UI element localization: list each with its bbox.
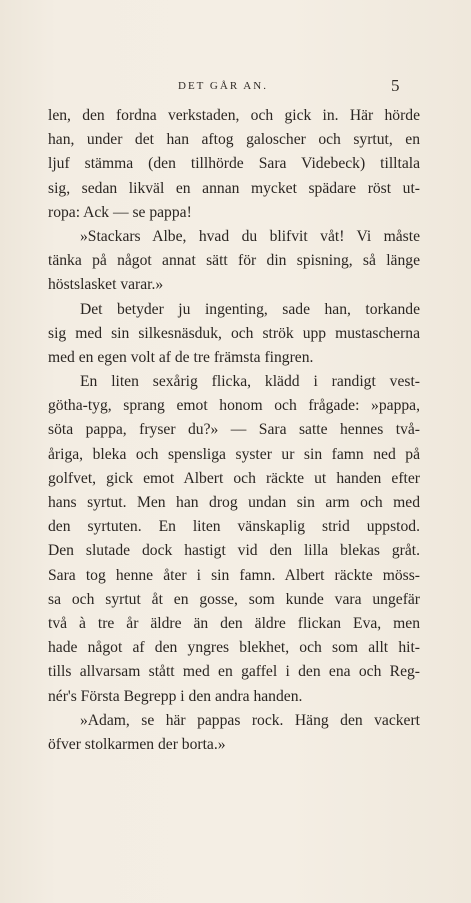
text-line: åriga, bleka och spensliga syster ur sin famn ned på <box>48 445 420 463</box>
text-line: sig med sin silkesnäsduk, och strök upp mustascherna <box>48 324 420 342</box>
text-line: Sara tog henne åter i sin famn. Albert räckte möss- <box>48 566 420 584</box>
text-line: ropa: Ack — se pappa! <box>48 203 192 221</box>
text-line: med en egen volt af de tre främsta fingren. <box>48 348 314 366</box>
text-line: tänka på något annat sätt för din spisning, så länge <box>48 252 420 270</box>
text-line: hade något af den yngres blekhet, och som allt hit- <box>48 639 420 657</box>
text-line: hans syrtut. Men han drog undan sin arm och med <box>48 494 420 511</box>
page-number: 5 <box>391 76 400 95</box>
text-line: sa och syrtut åt en gosse, som kunde vara ungefär <box>48 590 420 608</box>
text-line: Det betyder ju ingenting, sade han, torkande <box>80 300 420 318</box>
text-line: höstslasket varar.» <box>48 276 164 294</box>
text-line: götha-tyg, sprang emot honom och frågade: »pappa, <box>48 397 420 415</box>
text-line: öfver stolkarmen der borta.» <box>48 735 226 753</box>
text-line: ljuf stämma (den tillhörde Sara Videbeck) tilltala <box>48 155 420 173</box>
text-line: »Stackars Albe, hvad du blifvit våt! Vi måste <box>80 227 420 245</box>
running-title: DET GÅR AN. <box>178 80 268 92</box>
text-line: golfvet, gick emot Albert och räckte ut handen efter <box>48 469 420 487</box>
text-line: En liten sexårig flicka, klädd i randigt vest- <box>80 373 420 391</box>
text-line: tills allvarsam stått med en gaffel i den ena och Reg- <box>48 663 420 681</box>
text-line: han, under det han aftog galoscher och syrtut, en <box>48 131 420 149</box>
text-line: len, den fordna verkstaden, och gick in. Här hörde <box>48 107 420 124</box>
text-line: nér's Första Begrepp i den andra handen. <box>48 687 303 705</box>
running-head <box>0 78 471 98</box>
body-text <box>48 104 420 757</box>
text-line: »Adam, se här pappas rock. Häng den vackert <box>80 711 420 729</box>
text-line: Den slutade dock hastigt vid den lilla blekas gråt. <box>48 542 420 560</box>
text-line: två à tre år äldre än den äldre flickan Eva, men <box>48 614 420 632</box>
text-line: sig, sedan likväl en annan mycket spädare röst ut- <box>48 179 420 197</box>
text-line: den syrtuten. En liten vänskaplig strid uppstod. <box>48 518 420 536</box>
text-line: söta pappa, fryser du?» — Sara satte hennes två- <box>48 421 420 439</box>
